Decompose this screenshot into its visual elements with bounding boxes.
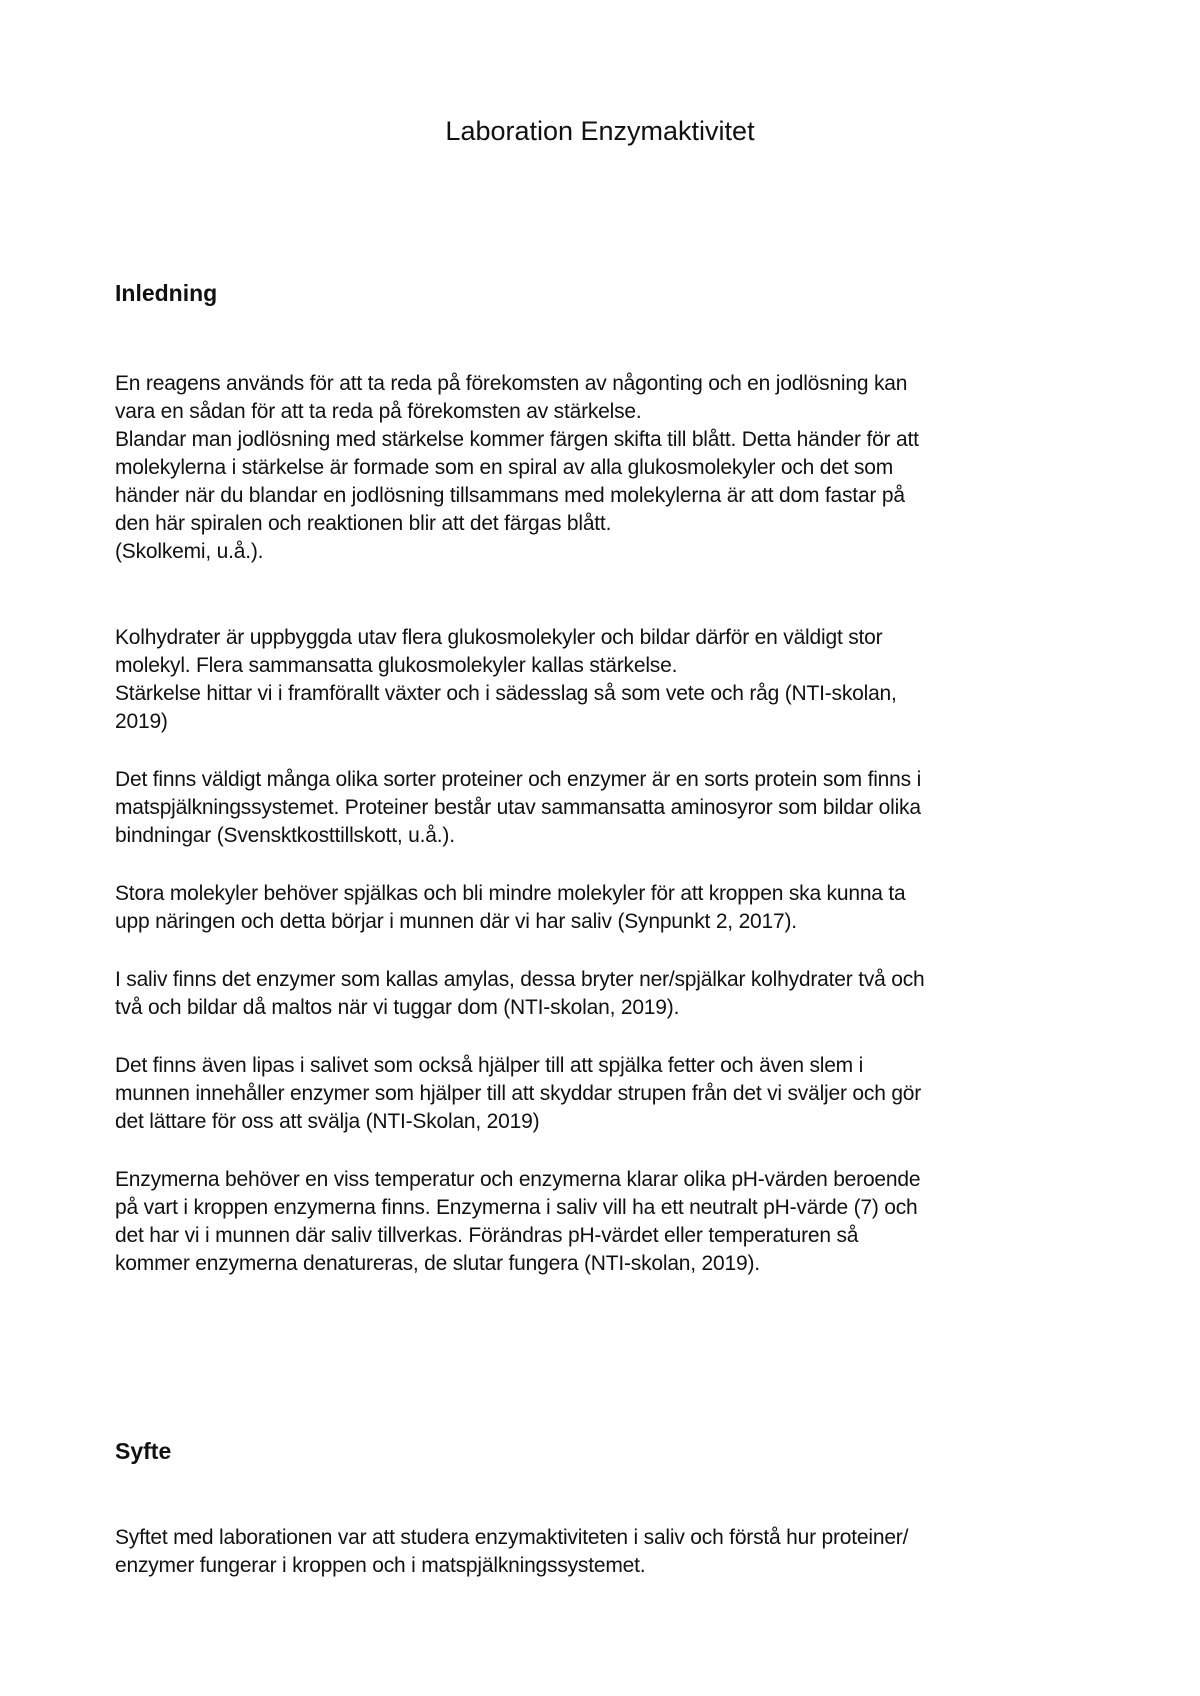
paragraph-reagens (115, 370, 1095, 566)
paragraph-proteiner (115, 766, 1095, 850)
text-line: Enzymerna behöver en viss temperatur och enzymerna klarar olika pH-värden beroende (115, 1168, 921, 1191)
text-line: det har vi i munnen där saliv tillverkas. Förändras pH-värdet eller temperaturen så (115, 1224, 859, 1247)
text-line: molekyl. Flera sammansatta glukosmolekyler kallas stärkelse. (115, 654, 678, 677)
text-line: Blandar man jodlösning med stärkelse kommer färgen skifta till blått. Detta händer för att (115, 428, 919, 451)
paragraph-enzymerna (115, 1166, 1095, 1278)
text-line: den här spiralen och reaktionen blir att det färgas blått. (115, 512, 612, 535)
text-line: vara en sådan för att ta reda på förekomsten av stärkelse. (115, 400, 642, 423)
text-line: två och bildar då maltos när vi tuggar dom (NTI-skolan, 2019). (115, 996, 680, 1019)
text-line: En reagens används för att ta reda på förekomsten av någonting och en jodlösning kan (115, 372, 908, 395)
section-heading-syfte: Syfte (115, 1438, 172, 1464)
text-line: det lättare för oss att svälja (NTI-Skolan, 2019) (115, 1110, 540, 1133)
text-line: händer när du blandar en jodlösning tillsammans med molekylerna är att dom fastar på (115, 484, 905, 507)
paragraph-syfte (115, 1524, 1095, 1580)
text-line: bindningar (Svensktkosttillskott, u.å.). (115, 824, 455, 847)
text-line: Det finns väldigt många olika sorter proteiner och enzymer är en sorts protein som finns i (115, 768, 922, 791)
paragraph-kolhydrater (115, 624, 1095, 736)
text-line: på vart i kroppen enzymerna finns. Enzymerna i saliv vill ha ett neutralt pH-värde (7) och (115, 1196, 918, 1219)
text-line: Stärkelse hittar vi i framförallt växter och i sädesslag så som vete och råg (NTI-skolan, (115, 682, 897, 705)
section-heading-inledning: Inledning (115, 280, 218, 306)
text-line: Det finns även lipas i salivet som också hjälper till att spjälka fetter och även slem i (115, 1054, 864, 1077)
paragraph-molekyler (115, 880, 1095, 936)
text-line: molekylerna i stärkelse är formade som en spiral av alla glukosmolekyler och det som (115, 456, 894, 479)
text-line: Stora molekyler behöver spjälkas och bli mindre molekyler för att kroppen ska kunna ta (115, 882, 906, 905)
document-title: Laboration Enzymaktivitet (445, 116, 755, 146)
text-line: matspjälkningssystemet. Proteiner består utav sammansatta aminosyror som bildar olika (115, 796, 921, 819)
text-line: (Skolkemi, u.å.). (115, 540, 264, 563)
text-line: 2019) (115, 710, 168, 733)
text-line: kommer enzymerna denatureras, de slutar fungera (NTI-skolan, 2019). (115, 1252, 760, 1275)
text-line: Kolhydrater är uppbyggda utav flera glukosmolekyler och bildar därför en väldigt stor (115, 626, 883, 649)
text-line: Syftet med laborationen var att studera enzymaktiviteten i saliv och förstå hur proteiner/ (115, 1526, 909, 1549)
text-line: munnen innehåller enzymer som hjälper till att skyddar strupen från det vi sväljer och gör (115, 1082, 922, 1105)
text-line: enzymer fungerar i kroppen och i matspjälkningssystemet. (115, 1554, 646, 1577)
text-line: I saliv finns det enzymer som kallas amylas, dessa bryter ner/spjälkar kolhydrater två och (115, 968, 925, 991)
paragraph-lipas (115, 1052, 1095, 1136)
text-line: upp näringen och detta börjar i munnen där vi har saliv (Synpunkt 2, 2017). (115, 910, 797, 933)
paragraph-amylas (115, 966, 1095, 1022)
